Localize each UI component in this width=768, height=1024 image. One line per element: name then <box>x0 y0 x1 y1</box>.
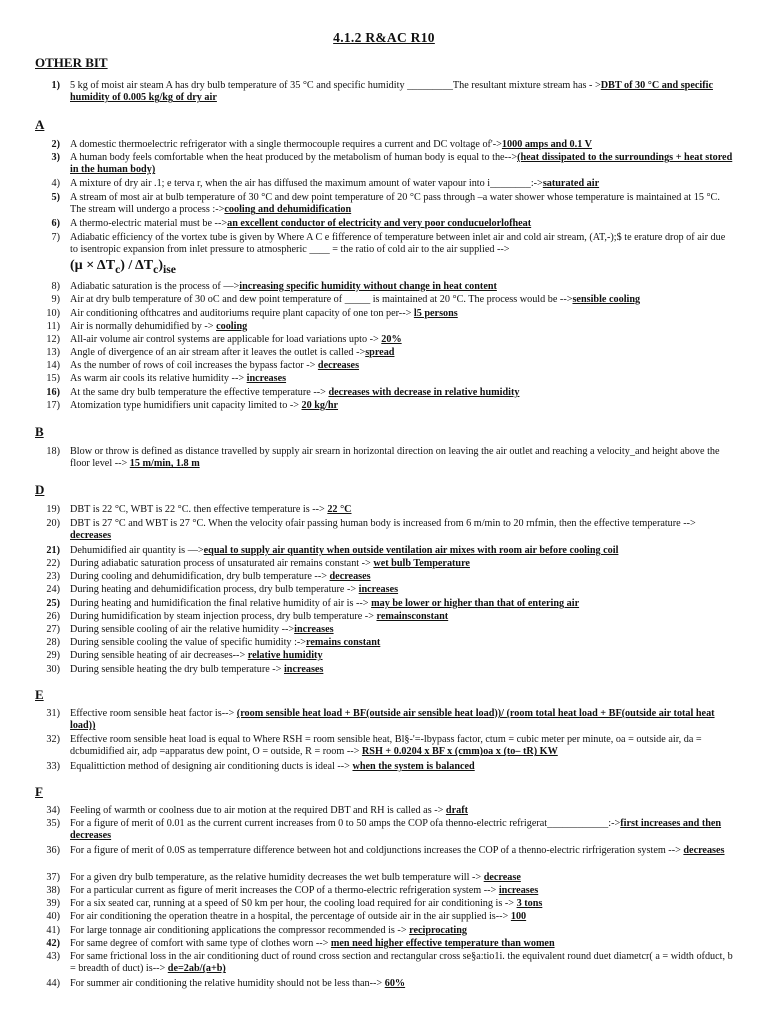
question-38 <box>30 885 735 897</box>
question-text: Adiabatic efficiency of the vortex tube is given by Where A C e fifference of temperature between inlet air and cold air stream, (AT,-);$ te erature drop of air due to isentropic expansion from inlet pressure to atmospheric ____ = the ratio of cold air to the air supplied --> <box>70 232 726 256</box>
question-text: Effective room sensible heat load is equal to Where RSH = room sensible heat, Bl§-'=-lbypass factor, ctum = cubic meter per minute, oa = outside air, da = dcbumidified air, adp =apparatus dew point, O = outside, R = room --> <box>70 734 702 758</box>
question-24 <box>30 584 735 596</box>
question-text: Effective room sensible heat factor is--> <box>70 708 237 719</box>
answer: decreases <box>317 360 360 371</box>
question-number: 24) <box>46 584 60 595</box>
efficiency-formula: $(\mu \times \Delta T_c) / \Delta T_c)_{ise}$ <box>70 258 176 276</box>
question-23 <box>30 571 735 583</box>
question-text: During sensible cooling the value of specific humidity :-> <box>70 637 307 648</box>
answer: remains constant <box>306 637 381 648</box>
answer: increasing specific humidity without change in heat content <box>239 281 497 292</box>
question-42 <box>30 938 735 950</box>
question-number: 42) <box>46 938 60 949</box>
question-39 <box>30 898 735 910</box>
question-number: 17) <box>46 400 60 411</box>
answer: when the system is balanced <box>352 761 475 772</box>
question-7 <box>30 232 735 257</box>
answer: saturated air <box>542 178 600 189</box>
question-number: 26) <box>46 611 60 622</box>
question-number: 34) <box>46 805 60 816</box>
question-8 <box>30 281 735 293</box>
document-title: 4.1.2 R&AC R10 <box>333 30 435 45</box>
question-number: 5) <box>51 192 60 203</box>
answer: 15 m/min, 1.8 m <box>129 458 200 470</box>
question-21 <box>30 545 735 557</box>
question-number: 40) <box>46 911 60 922</box>
question-number: 2) <box>51 139 60 150</box>
question-number: 32) <box>46 734 60 745</box>
answer: increases <box>246 373 287 384</box>
question-9 <box>30 294 735 306</box>
question-number: 44) <box>46 978 60 989</box>
answer: reciprocating <box>409 925 468 936</box>
question-40 <box>30 911 735 923</box>
question-19 <box>30 504 735 516</box>
question-number: 8) <box>51 281 60 292</box>
question-4 <box>30 178 735 190</box>
question-text: During sensible cooling of air the relative humidity --> <box>70 624 295 635</box>
answer: DBT of 30 °C and specific humidity of 0.005 kg/kg of dry air <box>70 80 713 104</box>
question-number: 22) <box>46 558 60 569</box>
question-20 <box>30 518 735 543</box>
answer: 1000 amps and 0.1 V <box>501 139 593 150</box>
question-31 <box>30 708 735 733</box>
question-text: For summer air conditioning the relative humidity should not be less than--> <box>70 978 385 989</box>
answer: wet bulb Temperature <box>373 558 470 569</box>
answer: men need higher effective temperature than women <box>330 938 555 949</box>
question-text: A human body feels comfortable when the heat produced by the metabolism of human body is equal to the--> <box>70 152 518 163</box>
question-26 <box>30 611 735 623</box>
question-text: For same frictional loss in the air conditioning duct of round cross section and rectangular cross se§a:tio1i. the equivalent round duet diametcr( a = width ofduct, b = breadth of duct) is--> <box>70 951 733 975</box>
question-text: Equalittiction method of designing air conditioning ducts is ideal --> <box>70 761 353 772</box>
question-5 <box>30 192 735 217</box>
answer: cooling and dehumidification <box>224 204 352 216</box>
answer: equal to supply air quantity when outside ventilation air mixes with room air before cooling coil <box>203 545 619 556</box>
question-32 <box>30 734 735 759</box>
question-number: 29) <box>46 650 60 661</box>
question-3 <box>30 152 735 177</box>
question-text: During sensible heating the dry bulb temperature -> <box>70 664 284 675</box>
question-number: 41) <box>46 925 60 936</box>
question-number: 27) <box>46 624 60 635</box>
question-text: During cooling and dehumidification, dry bulb temperature --> <box>70 571 330 582</box>
question-text: For a six seated car, running at a speed of S0 km per hour, the cooling load required for air conditioning is -> <box>70 898 517 909</box>
question-34 <box>30 805 735 817</box>
section-heading-a: A <box>35 117 45 132</box>
answer: de=2ab/(a+b) <box>167 963 226 975</box>
question-number: 7) <box>51 232 60 243</box>
question-number: 13) <box>46 347 60 358</box>
question-text: As the number of rows of coil increases the bypass factor -> <box>70 360 318 371</box>
question-text: Blow or throw is defined as distance travelled by supply air srearn in horizontal direction on leaving the air outlet and reaching a velocity_and height above the floor level --> <box>70 446 720 470</box>
question-number: 19) <box>46 504 60 515</box>
question-text: For a figure of merit of 0.01 as the current current increases from 0 to 50 amps the COP ofa thenno-electric refrigerat____________:-> <box>70 818 621 829</box>
answer: may be lower or higher than that of entering air <box>371 598 580 609</box>
answer: increases <box>283 664 324 675</box>
question-number: 10) <box>46 308 60 319</box>
section-heading-f: F <box>35 784 43 799</box>
question-text: During sensible heating of air decreases--> <box>70 650 248 661</box>
question-36 <box>30 845 735 857</box>
question-text: For a given dry bulb temperature, as the relative humidity decreases the wet bulb temperature will -> <box>70 872 484 883</box>
question-1 <box>30 80 735 105</box>
question-18 <box>30 446 735 471</box>
answer: decreases <box>329 571 371 582</box>
answer: increases <box>358 584 399 595</box>
answer: remainsconstant <box>376 611 449 622</box>
question-text: As warm air cools its relative humidity --> <box>70 373 247 384</box>
question-number: 9) <box>51 294 60 305</box>
question-27 <box>30 624 735 636</box>
section-heading-d: D <box>35 482 45 497</box>
question-number: 21) <box>46 545 60 556</box>
question-33 <box>30 761 735 773</box>
question-10 <box>30 308 735 320</box>
answer: (room sensible heat load + BF(outside air sensible heat load))/ (room total heat load + BF(outside air total heat load)) <box>70 708 715 732</box>
question-28 <box>30 637 735 649</box>
question-number: 36) <box>46 845 60 856</box>
question-30 <box>30 664 735 676</box>
question-text: DBT is 27 °C and WBT is 27 °C. When the velocity ofair passing human body is increased from 6 m/min to 20 rnfmin, then the effective temperature --> <box>70 518 696 529</box>
section-heading-e: E <box>35 687 44 702</box>
question-text: During humidification by steam injection process, dry bulb temperature -> <box>70 611 377 622</box>
answer: increases <box>294 624 334 635</box>
question-22 <box>30 558 735 570</box>
question-number: 16) <box>46 387 60 398</box>
answer: 20 kg/hr <box>301 400 339 411</box>
answer: 60% <box>384 978 406 989</box>
question-number: 43) <box>46 951 60 962</box>
question-text: A stream of most air at bulb temperature of 30 °C and dew point temperature of 20 °C pass through –a water shower whose temperature is maintained at 15 °C. The stream will undergo a process :-> <box>70 192 720 216</box>
question-number: 20) <box>46 518 60 529</box>
answer: an excellent conductor of electricity and very poor conducuelorlofheat <box>227 218 532 229</box>
answer: decreases <box>683 845 725 856</box>
question-text: A mixture of dry air .1; e terva r, when the air has diffused the maximum amount of water vapour into i________:-> <box>70 178 543 189</box>
question-2 <box>30 139 735 151</box>
question-16 <box>30 387 735 399</box>
question-text: Air is normally dehumidified by -> <box>70 321 217 332</box>
question-text: For large tonnage air conditioning applications the compressor recommended is -> <box>70 925 410 936</box>
question-17 <box>30 400 735 412</box>
question-44 <box>30 978 735 990</box>
question-text: All-air volume air control systems are applicable for load variations upto -> <box>70 334 382 345</box>
question-text: For same degree of comfort with same type of clothes worn --> <box>70 938 331 949</box>
question-text: Feeling of warmth or coolness due to air motion at the required DBT and RH is called as -> <box>70 805 446 816</box>
answer: spread <box>365 347 395 358</box>
question-number: 30) <box>46 664 60 675</box>
question-number: 37) <box>46 872 60 883</box>
question-text: During heating and humidification the final relative humidity of air is --> <box>70 598 372 609</box>
question-number: 33) <box>46 761 60 772</box>
question-text: A thermo-electric material must be --> <box>70 218 228 229</box>
question-number: 12) <box>46 334 60 345</box>
question-text: At the same dry bulb temperature the effective temperature --> <box>70 387 329 398</box>
question-number: 14) <box>46 360 60 371</box>
answer: RSH + 0.0204 x BF x (cmm)oa x (to– tR) KW <box>361 746 558 758</box>
answer: 3 tons <box>516 898 543 909</box>
question-6 <box>30 218 735 230</box>
question-number: 23) <box>46 571 60 582</box>
question-text: Dehumidified air quantity is —> <box>70 545 204 556</box>
answer: decreases with decrease in relative humidity <box>328 387 520 398</box>
answer: increases <box>498 885 539 896</box>
answer: first increases and then decreases <box>70 818 722 842</box>
question-41 <box>30 925 735 937</box>
question-11 <box>30 321 735 333</box>
question-15 <box>30 373 735 385</box>
question-number: 4) <box>51 178 60 189</box>
answer: cooling <box>216 321 248 332</box>
question-number: 11) <box>46 321 60 332</box>
question-text: Air at dry bulb temperature of 30 oC and dew point temperature of _____ is maintained at 20 °C. The process would be --> <box>70 294 573 305</box>
answer: draft <box>445 805 468 816</box>
question-text: Air conditioning ofthcatres and auditoriums require plant capacity of one ton per--> <box>70 308 414 319</box>
question-text: A domestic thermoelectric refrigerator with a single thermocouple requires a current and DC voltage of'-> <box>70 139 502 150</box>
answer: 100 <box>510 911 527 922</box>
question-number: 1) <box>51 80 60 91</box>
answer: 22 °C <box>327 504 352 515</box>
answer: sensible cooling <box>572 294 641 305</box>
answer: 20% <box>381 334 402 345</box>
answer: l5 persons <box>413 308 458 319</box>
question-text: For a figure of merit of 0.0S as temperrature difference between hot and coldjunctions increases the COP of a thenno-electric rirfrigeration system --> <box>70 845 684 856</box>
question-text: Angle of divergence of an air stream after it leaves the outlet is called -> <box>70 347 366 358</box>
section-heading-b: B <box>35 424 44 439</box>
answer: decreases <box>70 530 112 542</box>
question-text: During heating and dehumidification process, dry bulb temperature -> <box>70 584 359 595</box>
answer: (heat dissipated to the surroundings + heat stored in the human body) <box>70 152 733 176</box>
question-37 <box>30 872 735 884</box>
answer: decrease <box>483 872 521 883</box>
question-text: For a particular current as figure of merit increases the COP of a thermo-electric refrigeration system --> <box>70 885 499 896</box>
question-number: 6) <box>51 218 60 229</box>
question-number: 25) <box>46 598 60 609</box>
question-14 <box>30 360 735 372</box>
question-35 <box>30 818 735 843</box>
question-number: 18) <box>46 446 60 457</box>
answer: relative humidity <box>247 650 323 661</box>
question-number: 31) <box>46 708 60 719</box>
question-text: For air conditioning the operation theatre in a hospital, the percentage of outside air in the air supplied is--> <box>70 911 511 922</box>
question-25 <box>30 598 735 610</box>
question-number: 3) <box>51 152 60 163</box>
question-text: DBT is 22 °C, WBT is 22 °C. then effective temperature is --> <box>70 504 328 515</box>
question-text: During adiabatic saturation process of unsaturated air remains constant -> <box>70 558 374 569</box>
question-number: 38) <box>46 885 60 896</box>
question-number: 28) <box>46 637 60 648</box>
question-number: 15) <box>46 373 60 384</box>
question-13 <box>30 347 735 359</box>
question-text: Atomization type humidifiers unit capacity limited to -> <box>70 400 302 411</box>
question-43 <box>30 951 735 976</box>
question-12 <box>30 334 735 346</box>
question-text: 5 kg of moist air steam A has dry bulb temperature of 35 °C and specific humidity _________The resultant mixture stream has - > <box>70 80 601 91</box>
question-text: Adiabatic saturation is the process of —> <box>70 281 240 292</box>
section-heading-other-bit: OTHER BIT <box>35 55 108 70</box>
question-29 <box>30 650 735 662</box>
question-number: 35) <box>46 818 60 829</box>
question-number: 39) <box>46 898 60 909</box>
